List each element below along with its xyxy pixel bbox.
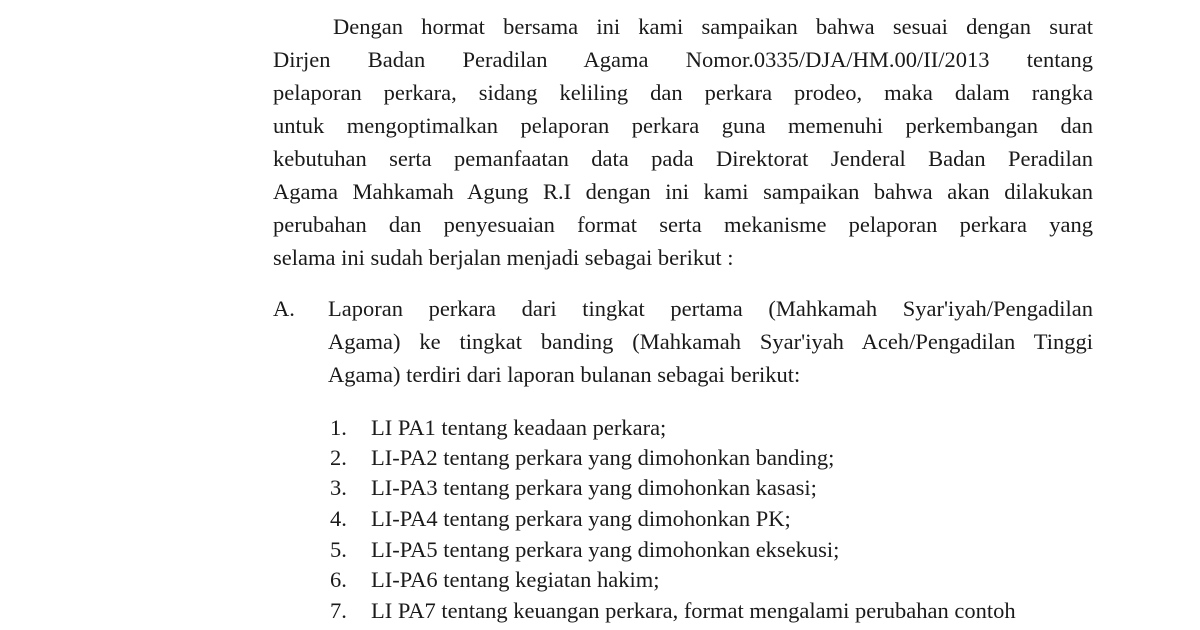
list-item: LI-PA5 tentang perkara yang dimohonkan eksekusi;: [371, 537, 840, 562]
paragraph-line: Dirjen Badan Peradilan Agama Nomor.0335/DJA/HM.00/II/2013 tentang: [273, 47, 1093, 72]
list-item: LI-PA3 tentang perkara yang dimohonkan kasasi;: [371, 475, 817, 500]
list-item-number: 7.: [330, 598, 347, 623]
list-item: LI PA1 tentang keadaan perkara;: [371, 415, 667, 440]
list-item-number: 3.: [330, 475, 347, 500]
paragraph-line: selama ini sudah berjalan menjadi sebagai berikut :: [273, 245, 734, 270]
list-item-number: 6.: [330, 567, 347, 592]
list-item-number: 5.: [330, 537, 347, 562]
paragraph-line: pelaporan perkara, sidang keliling dan perkara prodeo, maka dalam rangka: [273, 80, 1093, 105]
list-item: LI-PA4 tentang perkara yang dimohonkan PK;: [371, 506, 791, 531]
list-item: LI-PA6 tentang kegiatan hakim;: [371, 567, 660, 592]
section-line: Laporan perkara dari tingkat pertama (Mahkamah Syar'iyah/Pengadilan: [328, 296, 1093, 321]
list-item: LI PA7 tentang keuangan perkara, format mengalami perubahan contoh: [371, 598, 1016, 623]
list-item-number: 2.: [330, 445, 347, 470]
paragraph-line: perubahan dan penyesuaian format serta mekanisme pelaporan perkara yang: [273, 212, 1093, 237]
paragraph-line: kebutuhan serta pemanfaatan data pada Direktorat Jenderal Badan Peradilan: [273, 146, 1093, 171]
list-item-number: 4.: [330, 506, 347, 531]
section-line: Agama) ke tingkat banding (Mahkamah Syar'iyah Aceh/Pengadilan Tinggi: [328, 329, 1093, 354]
paragraph-line: Agama Mahkamah Agung R.I dengan ini kami sampaikan bahwa akan dilakukan: [273, 179, 1093, 204]
list-item: LI-PA2 tentang perkara yang dimohonkan banding;: [371, 445, 835, 470]
section-marker: A.: [273, 296, 295, 321]
paragraph-line: untuk mengoptimalkan pelaporan perkara guna memenuhi perkembangan dan: [273, 113, 1093, 138]
section-line: Agama) terdiri dari laporan bulanan sebagai berikut:: [328, 362, 801, 387]
paragraph-line: Dengan hormat bersama ini kami sampaikan bahwa sesuai dengan surat: [333, 14, 1093, 39]
list-item-number: 1.: [330, 415, 347, 440]
